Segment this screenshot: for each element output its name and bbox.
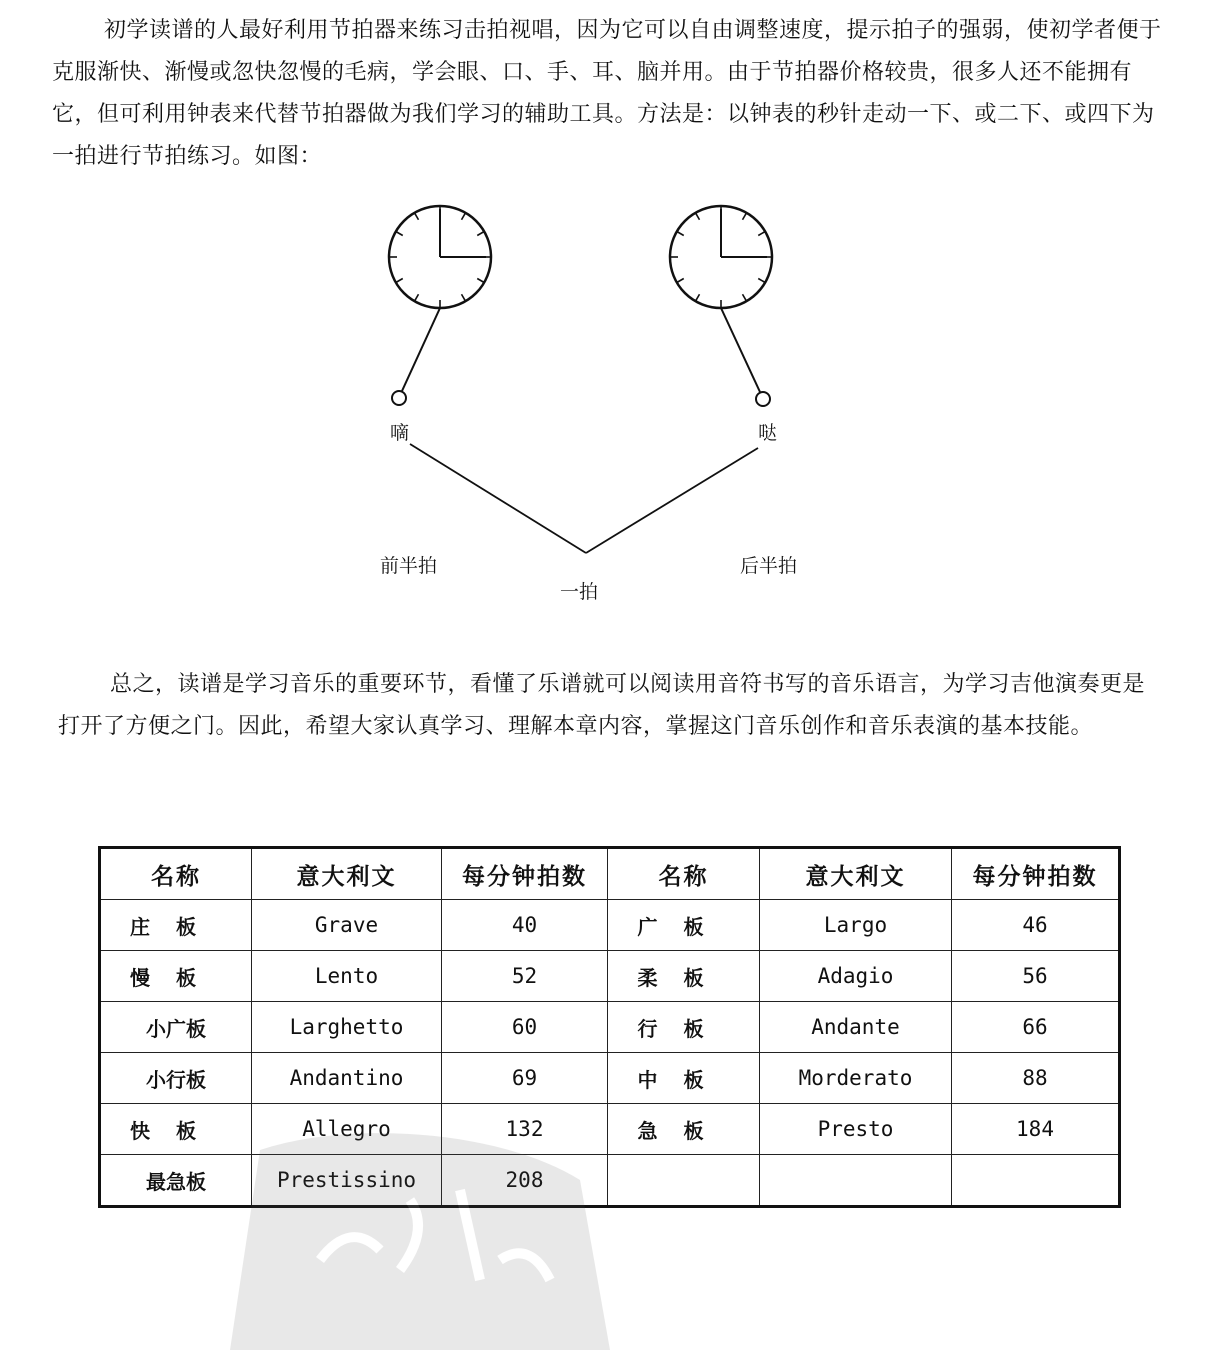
tempo-italian-cell: Grave	[252, 900, 442, 951]
tempo-bpm-cell: 66	[952, 1002, 1120, 1053]
second-half-beat-label: 后半拍	[740, 555, 798, 577]
header-name-1: 名称	[100, 848, 252, 900]
clock-tick	[462, 294, 466, 301]
clock-tick	[477, 232, 484, 236]
header-name-2: 名称	[608, 848, 760, 900]
table-row	[100, 951, 1120, 1002]
tempo-italian-cell: Prestissino	[252, 1155, 442, 1207]
table-row	[100, 1002, 1120, 1053]
header-bpm-2: 每分钟拍数	[952, 848, 1120, 900]
beat-bracket-left	[410, 444, 586, 553]
table-header-row	[100, 848, 1120, 900]
table-row	[100, 1155, 1120, 1207]
tempo-name-cell: 小行板	[100, 1053, 252, 1104]
summary-paragraph: 总之，读谱是学习音乐的重要环节，看懂了乐谱就可以阅读用音符书写的音乐语言，为学习吉他演奏更是打开了方便之门。因此，希望大家认真学习、理解本章内容，掌握这门音乐创作和音乐表演的基本技能。	[58, 672, 1146, 739]
left-clock-icon	[389, 206, 491, 308]
tempo-italian-cell: Largo	[760, 900, 952, 951]
tempo-italian-cell: Presto	[760, 1104, 952, 1155]
tempo-italian-cell: Morderato	[760, 1053, 952, 1104]
clock-tick	[396, 232, 403, 236]
clock-tick	[477, 279, 484, 283]
clock-tick	[696, 294, 700, 301]
clock-tick	[743, 213, 747, 220]
tempo-name-cell: 急板	[608, 1104, 760, 1155]
clock-tick	[396, 279, 403, 283]
tempo-name-cell: 中板	[608, 1053, 760, 1104]
tempo-italian-cell: Larghetto	[252, 1002, 442, 1053]
empty-cell	[760, 1155, 952, 1207]
one-beat-label: 一拍	[560, 581, 599, 603]
tempo-name-cell: 小广板	[100, 1002, 252, 1053]
clock-tick	[758, 232, 765, 236]
empty-cell	[608, 1155, 760, 1207]
header-italian-1: 意大利文	[252, 848, 442, 900]
header-italian-2: 意大利文	[760, 848, 952, 900]
tempo-bpm-cell: 52	[442, 951, 608, 1002]
tempo-bpm-cell: 184	[952, 1104, 1120, 1155]
first-half-beat-label: 前半拍	[380, 555, 438, 577]
right-pendulum-rod	[721, 308, 760, 392]
clock-tick	[696, 213, 700, 220]
tempo-bpm-cell: 46	[952, 900, 1120, 951]
left-pendulum-rod	[402, 308, 440, 391]
tempo-bpm-cell: 69	[442, 1053, 608, 1104]
tempo-bpm-cell: 88	[952, 1053, 1120, 1104]
clock-tick	[743, 294, 747, 301]
tempo-name-cell: 柔板	[608, 951, 760, 1002]
clock-tick	[677, 232, 684, 236]
right-pendulum-bob	[756, 392, 770, 406]
clock-tick	[677, 279, 684, 283]
clock-beat-diagram	[0, 180, 1210, 630]
tempo-name-cell: 庄板	[100, 900, 252, 951]
tempo-name-cell: 行板	[608, 1002, 760, 1053]
left-pendulum-bob	[392, 391, 406, 405]
empty-cell	[952, 1155, 1120, 1207]
tempo-bpm-cell: 132	[442, 1104, 608, 1155]
clock-tick	[415, 294, 419, 301]
left-sound-label: 嘀	[390, 422, 410, 444]
tempo-name-cell: 最急板	[100, 1155, 252, 1207]
intro-paragraph: 初学读谱的人最好利用节拍器来练习击拍视唱，因为它可以自由调整速度，提示拍子的强弱，使初学者便于克服渐快、渐慢或忽快忽慢的毛病，学会眼、口、手、耳、脑并用。由于节拍器价格较贵，很多人还不能拥有它，但可利用钟表来代替节拍器做为我们学习的辅助工具。方法是：以钟表的秒针走动一下、或二下、或四下为一拍进行节拍练习。如图：	[52, 18, 1162, 169]
right-clock-icon	[670, 206, 772, 308]
clock-tick	[758, 279, 765, 283]
tempo-name-cell: 快板	[100, 1104, 252, 1155]
tempo-name-cell: 广板	[608, 900, 760, 951]
tempo-italian-cell: Lento	[252, 951, 442, 1002]
right-sound-label: 哒	[758, 422, 778, 444]
table-row	[100, 1104, 1120, 1155]
table-row	[100, 1053, 1120, 1104]
clock-tick	[415, 213, 419, 220]
tempo-bpm-cell: 40	[442, 900, 608, 951]
table-row	[100, 900, 1120, 951]
beat-bracket-right	[586, 448, 758, 553]
tempo-italian-cell: Andante	[760, 1002, 952, 1053]
tempo-bpm-cell: 60	[442, 1002, 608, 1053]
clock-tick	[462, 213, 466, 220]
tempo-markings-table	[98, 846, 1121, 1208]
header-bpm-1: 每分钟拍数	[442, 848, 608, 900]
tempo-italian-cell: Andantino	[252, 1053, 442, 1104]
tempo-italian-cell: Adagio	[760, 951, 952, 1002]
tempo-italian-cell: Allegro	[252, 1104, 442, 1155]
tempo-bpm-cell: 208	[442, 1155, 608, 1207]
tempo-bpm-cell: 56	[952, 951, 1120, 1002]
tempo-name-cell: 慢板	[100, 951, 252, 1002]
